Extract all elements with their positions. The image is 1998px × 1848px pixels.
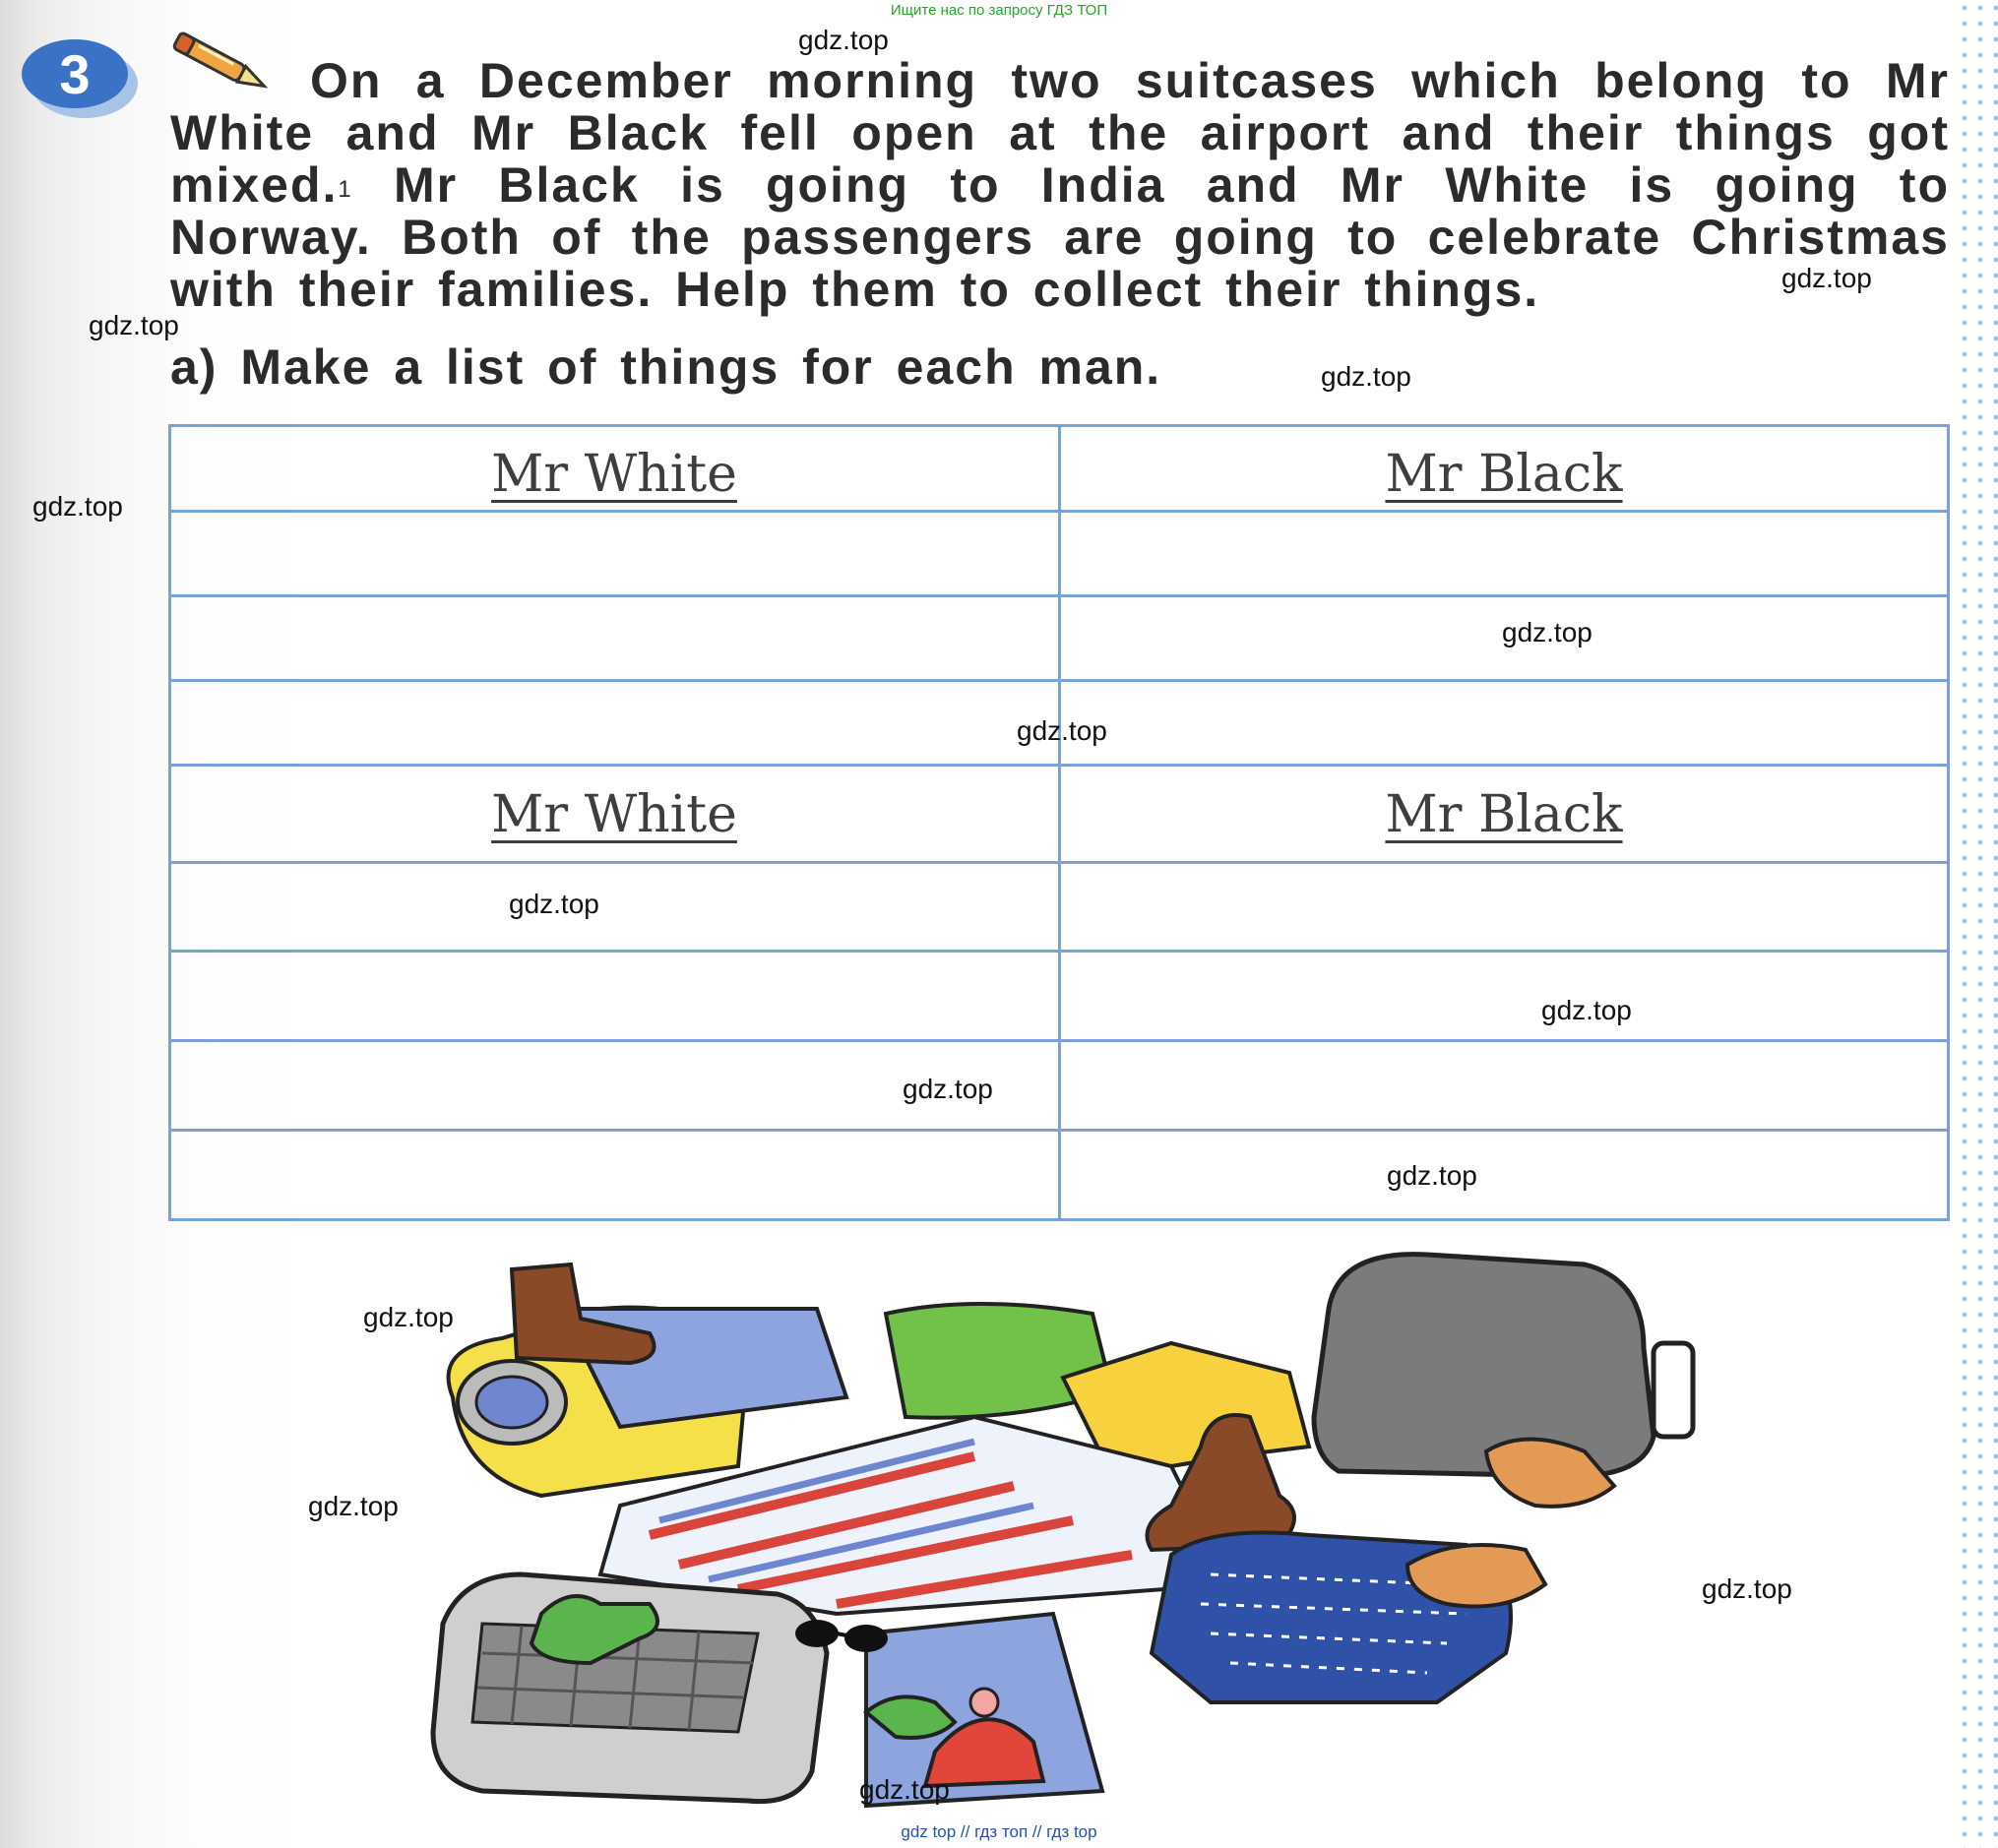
watermark: gdz.top bbox=[1541, 995, 1632, 1025]
row-line bbox=[171, 510, 1947, 513]
header-mr-black-label: Mr Black bbox=[1385, 445, 1623, 504]
header-mr-black bbox=[1061, 445, 1947, 504]
watermark: gdz.top bbox=[859, 1774, 950, 1805]
watermark: gdz.top bbox=[509, 889, 599, 919]
watermark: gdz.top bbox=[32, 491, 123, 522]
header-mr-white-label-2: Mr White bbox=[491, 785, 737, 844]
bottom-banner[interactable]: gdz top // гдз топ // гдз top bbox=[901, 1822, 1097, 1841]
watermark: gdz.top bbox=[363, 1302, 454, 1332]
row-line bbox=[171, 764, 1947, 767]
intro-text-part2: Mr Black is going to India and Mr White is going to Norway. Both of the passengers are going to celebrate Christmas with their families. Help them to collect their things. bbox=[170, 157, 1950, 317]
watermark: gdz.top bbox=[903, 1074, 993, 1104]
row-line bbox=[171, 1039, 1947, 1042]
row-line bbox=[171, 679, 1947, 682]
exercise-number-badge: 3 bbox=[22, 39, 128, 108]
watermark: gdz.top bbox=[1502, 617, 1592, 647]
watermark: gdz.top bbox=[308, 1491, 399, 1521]
row-line bbox=[171, 950, 1947, 953]
row-line bbox=[171, 1129, 1947, 1132]
watermark: gdz.top bbox=[1017, 715, 1107, 746]
watermark: gdz.top bbox=[1781, 263, 1872, 293]
row-line bbox=[171, 594, 1947, 597]
answer-table bbox=[168, 424, 1950, 1221]
header-mr-black-2 bbox=[1061, 785, 1947, 844]
watermark: gdz.top bbox=[798, 25, 889, 55]
watermark: gdz.top bbox=[1702, 1573, 1792, 1604]
exercise-instructions bbox=[170, 55, 1950, 316]
top-banner[interactable]: Ищите нас по запросу ГДЗ ТОП bbox=[890, 2, 1108, 19]
intro-text-part1: On a December morning two suitcases which belong to Mr White and Mr Black fell open at the airport and their things got mixed. bbox=[170, 53, 1950, 213]
header-mr-white bbox=[171, 445, 1057, 504]
footnote-mark: 1 bbox=[338, 176, 353, 203]
header-mr-black-label-2: Mr Black bbox=[1385, 785, 1623, 844]
watermark: gdz.top bbox=[1387, 1160, 1477, 1191]
dotted-margin bbox=[1957, 0, 1998, 1848]
row-line bbox=[171, 861, 1947, 864]
watermark: gdz.top bbox=[89, 310, 179, 340]
header-mr-white-2 bbox=[171, 785, 1057, 844]
task-a-heading: a) Make a list of things for each man. bbox=[170, 339, 1162, 395]
header-mr-white-label: Mr White bbox=[491, 445, 737, 504]
clothes-illustration bbox=[423, 1240, 1722, 1811]
watermark: gdz.top bbox=[1321, 361, 1411, 392]
